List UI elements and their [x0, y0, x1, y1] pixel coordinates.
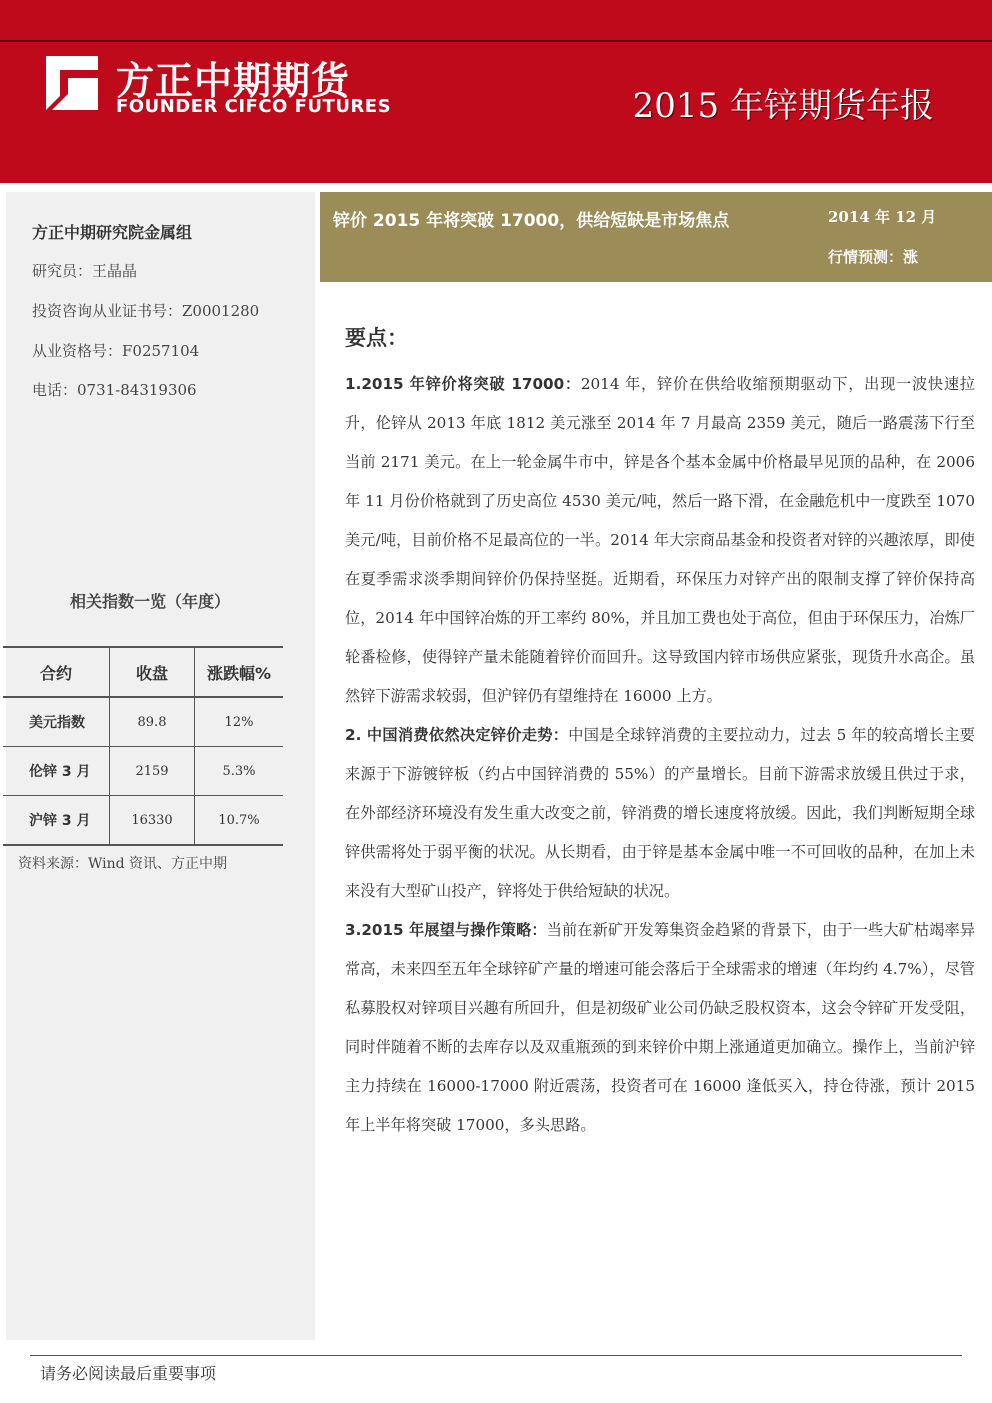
paragraph — [345, 716, 975, 911]
phone-number: 电话：0731-84319306 — [32, 381, 197, 399]
data-source-note: 资料来源：Wind 资讯、方正中期 — [18, 856, 228, 872]
table-header-row — [3, 647, 283, 697]
paragraph-heading: 1.2015 年锌价将突破 17000： — [345, 375, 581, 393]
research-group: 方正中期研究院金属组 — [32, 223, 193, 242]
logo-english-name: FOUNDER CIFCO FUTURES — [116, 96, 392, 117]
headline: 锌价 2015 年将突破 17000，供给短缺是市场焦点 — [333, 211, 730, 231]
table-row — [3, 796, 283, 846]
keypoints-title: 要点： — [345, 326, 408, 350]
index-table-title: 相关指数一览（年度） — [69, 592, 230, 611]
paragraph-text: 2014 年，锌价在供给收缩预期驱动下，出现一波快速拉升，伦锌从 2013 年底 1812 美元涨至 2014 年 7 月最高 2359 美元，随后一路震荡下行至当前 2171 美元。在上一轮金属牛市中，锌是各个基本金属中价格最早见顶的品种，在 2006 年 11 月份价格就到了历史高位 4530 美元/吨，然后一路下滑，在金融危机中一度跌至 1070 美元/吨，目前价格不足最高位的一半。2014 年大宗商品基金和投资者对锌的兴趣浓厚，即使在夏季需求淡季期间锌价仍保持坚挺。近期看，环保压力对锌产出的限制支撑了锌价保持高位，2014 年中国锌冶炼的开工率约 80%，并且加工费也处于高位，但由于环保压力，冶炼厂轮番检修，使得锌产量未能随着锌价而回升。这导致国内锌市场供应紧张，现货升水高企。虽然锌下游需求较弱，但沪锌仍有望维持在 16000 上方。 — [345, 375, 975, 705]
report-date: 2014 年 12 月 — [828, 208, 937, 226]
table-cell: 2159 — [110, 747, 195, 796]
table-cell: 伦锌 3 月 — [3, 747, 110, 796]
column-header: 合约 — [3, 647, 110, 697]
qualification-number: 从业资格号：F0257104 — [32, 342, 200, 360]
main-body — [345, 365, 975, 1145]
table-cell: 美元指数 — [3, 697, 110, 747]
analyst-name: 研究员：王晶晶 — [32, 262, 138, 280]
paragraph-text: 中国是全球锌消费的主要拉动力，过去 5 年的较高增长主要来源于下游镀锌板（约占中国锌消费的 55%）的产量增长。目前下游需求放缓且供过于求，在外部经济环境没有发生重大改变之前，锌消费的增长速度将放缓。因此，我们判断短期全球锌供需将处于弱平衡的状况。从长期看，由于锌是基本金属中唯一不可回收的品种，在加上未来没有大型矿山投产，锌将处于供给短缺的状况。 — [345, 726, 975, 900]
table-cell: 12% — [195, 697, 284, 747]
certificate-number: 投资咨询从业证书号：Z0001280 — [32, 302, 260, 320]
footer-divider — [30, 1355, 962, 1356]
index-table — [3, 646, 283, 846]
market-forecast: 行情预测：涨 — [828, 248, 919, 266]
table-cell: 89.8 — [110, 697, 195, 747]
logo-chinese-name: 方正中期期货 — [116, 59, 351, 103]
table-cell: 10.7% — [195, 796, 284, 846]
table-row — [3, 747, 283, 796]
paragraph — [345, 365, 975, 716]
footer-note: 请务必阅读最后重要事项 — [40, 1364, 217, 1383]
table-row — [3, 697, 283, 747]
header-divider — [0, 40, 992, 42]
founder-logo-icon — [46, 56, 98, 110]
paragraph — [345, 911, 975, 1145]
table-cell: 沪锌 3 月 — [3, 796, 110, 846]
table-cell: 5.3% — [195, 747, 284, 796]
column-header: 收盘 — [110, 647, 195, 697]
paragraph-text: 当前在新矿开发筹集资金趋紧的背景下，由于一些大矿枯竭率异常高，未来四至五年全球锌矿产量的增速可能会落后于全球需求的增速（年均约 4.7%），尽管私募股权对锌项目兴趣有所回升，但是初级矿业公司仍缺乏股权资本，这会令锌矿开发受阻，同时伴随着不断的去库存以及双重瓶颈的到来锌价中期上涨通道更加确立。操作上，当前沪锌主力持续在 16000-17000 附近震荡，投资者可在 16000 逢低买入，持仓待涨，预计 2015 年上半年将突破 17000，多头思路。 — [345, 921, 976, 1134]
report-title: 2015 年锌期货年报 — [632, 86, 934, 126]
report-header — [0, 0, 992, 183]
column-header: 涨跌幅% — [195, 647, 284, 697]
paragraph-heading: 3.2015 年展望与操作策略： — [345, 921, 547, 939]
table-cell: 16330 — [110, 796, 195, 846]
paragraph-heading: 2. 中国消费依然决定锌价走势： — [345, 726, 569, 744]
